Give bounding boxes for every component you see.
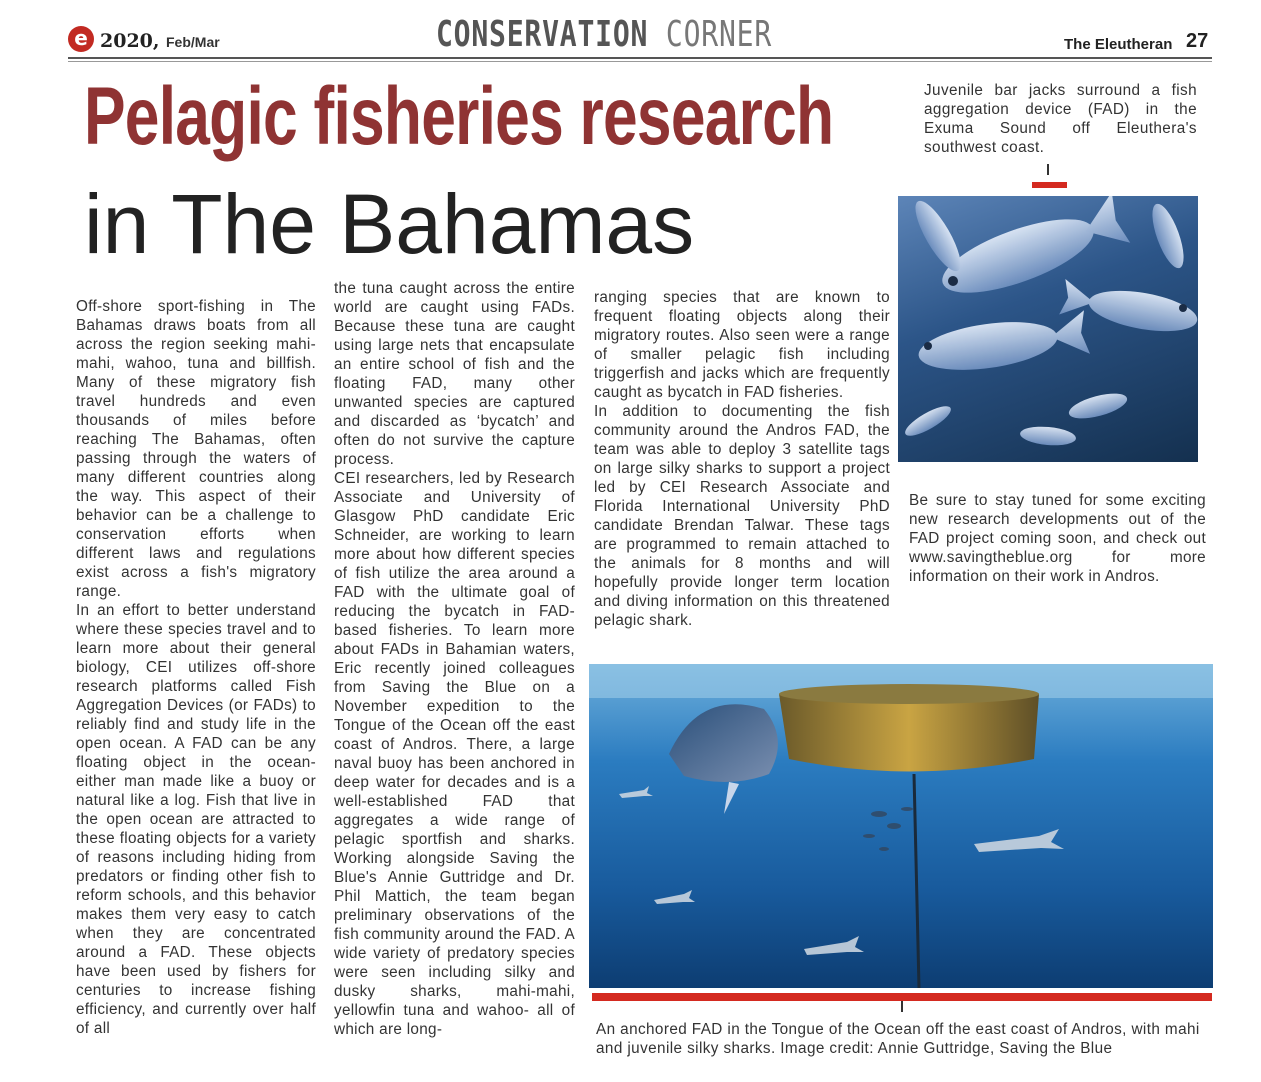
fish-shape <box>933 196 1130 308</box>
fish-shape <box>908 196 969 277</box>
caption-pointer-bottom <box>901 1001 903 1012</box>
issue-year: 2020, <box>100 30 160 52</box>
paragraph: the tuna caught across the entire world are caught using FADs. Because these tuna are caught using large nets that encapsulate an entire school of fish and the floating FAD, many other unwanted species are captured and discarded as ‘bycatch’ and often do not survive the capture process. <box>334 280 575 468</box>
shark-shape <box>619 786 653 798</box>
header-rule <box>68 57 1212 59</box>
article-column-1 <box>76 297 316 1038</box>
fad-buoy-photo <box>589 664 1213 988</box>
issue-month: Feb/Mar <box>166 34 220 50</box>
photo-caption-bottom: An anchored FAD in the Tongue of the Ocean off the east coast of Andros, with mahi and juvenile silky sharks. Image credit: Annie Guttridge, Saving the Blue <box>596 1021 1200 1057</box>
section-title-bold: CONSERVATION <box>436 14 649 55</box>
publication-name: The Eleutheran <box>1064 36 1173 53</box>
shark-shape <box>974 829 1064 852</box>
fish-school-illustration <box>898 196 1198 462</box>
buoy-body <box>779 694 1039 772</box>
paragraph: CEI researchers, led by Research Associate and University of Glasgow PhD candidate Eric Schneider, are working to learn more about how different species of fish utilize the area around a FAD with the ultimate goal of reducing the bycatch in FAD-based fisheries. To learn more about FADs in Bahamian waters, Eric recently joined colleagues from Saving the Blue on a November expedition to the Tongue of the Ocean off the east coast of Andros. There, a large naval buoy has been anchored in deep water for decades and is a well-established FAD that aggregates a wide range of pelagic sportfish and sharks. Working alongside Saving the Blue's Annie Guttridge and Dr. Phil Mattich, the team began preliminary observations of the fish community around the FAD. A wide variety of predatory species were seen including silky and dusky sharks, mahi-mahi, yellowfin tuna and wahoo- all of which are long- <box>334 470 575 1038</box>
fad-buoy-illustration <box>589 664 1213 988</box>
paragraph: In an effort to better understand where these species travel and to learn more about their general biology, CEI utilizes off-shore research platforms called Fish Aggregation Devices (or FADs) to reliably find and study life in the open ocean. A FAD can be any floating object in the ocean- either man made like a buoy or natural like a log. Fish that live in the open ocean are attracted to these floating objects for a variety of reasons including hiding from predators or finding other fish to reform schools, and this behavior makes them very easy to catch when they are concentrated around a FAD. These objects have been used by fishers for centuries to increase fishing efficiency, and currently over half of all <box>76 602 316 1037</box>
section-title-light: CORNER <box>665 14 773 55</box>
section-title <box>436 14 772 55</box>
headline-line-1: Pelagic fisheries research <box>84 71 834 162</box>
page-number: 27 <box>1186 30 1209 52</box>
mahi-fish <box>669 704 778 782</box>
shark-shape <box>654 890 695 904</box>
paragraph: ranging species that are known to frequent floating objects along their migratory routes. Also seen were a range of smaller pelagic fish including triggerfish and jacks which are frequently caught as bycatch in FAD fisheries. <box>594 289 890 401</box>
fish-shape <box>1066 389 1129 424</box>
anchor-line <box>914 774 919 988</box>
caption-accent-bar-bottom <box>592 993 1212 1001</box>
shark-shape <box>804 936 864 955</box>
article-column-3 <box>594 288 890 630</box>
fish-shape <box>916 310 1090 377</box>
paragraph: In addition to documenting the fish community around the Andros FAD, the team was able to deploy 3 satellite tags on large silky sharks to support a project led by CEI Research Associate and Florida International University PhD candidate Brendan Talwar. These tags are programmed to remain attached to the animals for 8 months and will hopefully provide longer term location and diving information on this threatened pelagic shark. <box>594 403 890 629</box>
paragraph: Be sure to stay tuned for some exciting new research developments out of the FAD project coming soon, and check out www.savingtheblue.org for more information on their work in Andros. <box>909 492 1206 585</box>
fish-school-photo <box>898 196 1198 462</box>
caption-accent-bar <box>1032 182 1067 188</box>
fish-shape <box>901 401 954 441</box>
paragraph: Off-shore sport-fishing in The Bahamas draws boats from all across the region seeking mahi-mahi, wahoo, tuna and billfish. Many of these migratory fish travel hundreds and even thousands of miles before reaching The Bahamas, often passing through the waters of many different countries along the way. This aspect of their behavior can be a challenge to conservation efforts when different laws and regulations exist across a fish's migratory range. <box>76 298 316 600</box>
mahi-fin <box>724 782 739 814</box>
caption-pointer <box>1047 164 1049 175</box>
article-column-2 <box>334 279 575 1039</box>
buoy-top <box>779 684 1039 704</box>
fish-shape <box>1146 200 1190 271</box>
article-column-4 <box>909 491 1206 586</box>
header-rule-thin <box>68 61 1212 62</box>
headline-line-2: in The Bahamas <box>84 177 695 271</box>
photo-caption-top: Juvenile bar jacks surround a fish aggregation device (FAD) in the Exuma Sound off Eleuthera's southwest coast. <box>924 82 1197 156</box>
magazine-logo: e <box>68 26 94 52</box>
fish-shape <box>1019 425 1076 448</box>
